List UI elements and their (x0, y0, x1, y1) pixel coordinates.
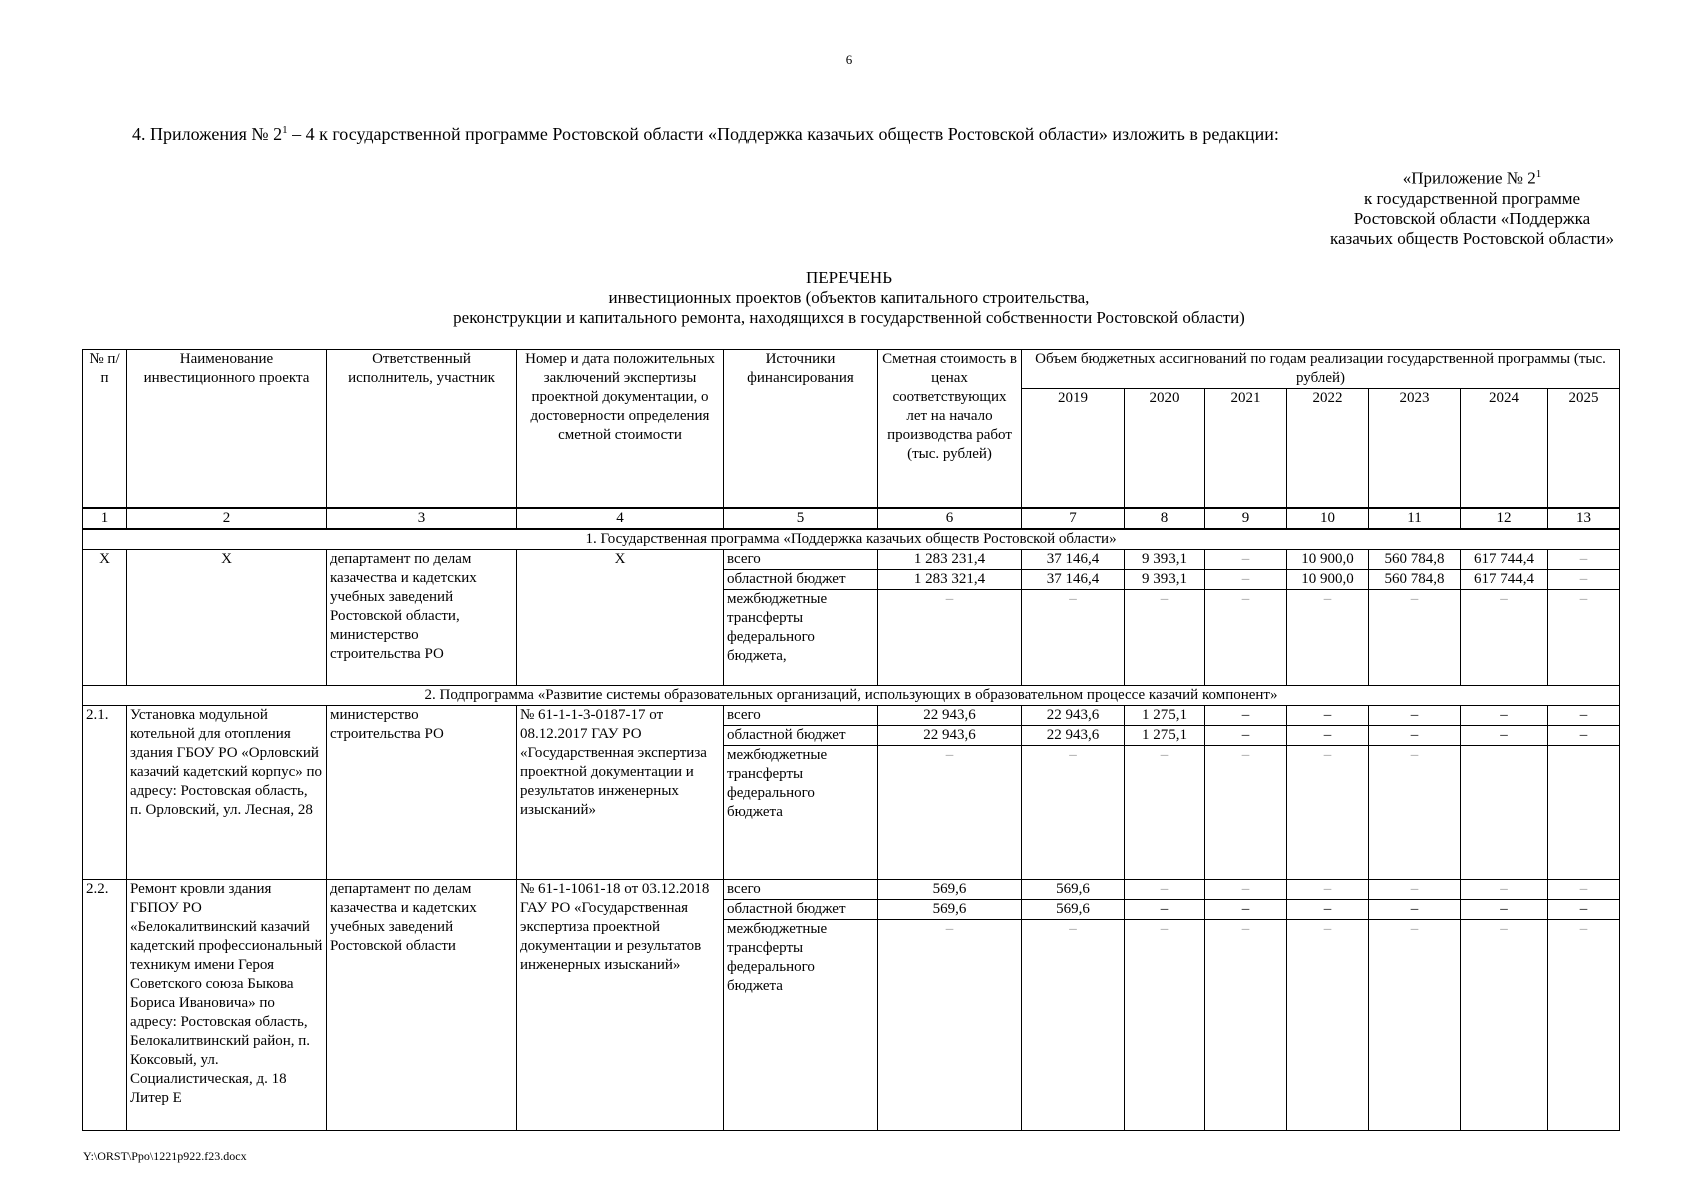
column-number: 9 (1205, 508, 1287, 529)
value-cell: – (1287, 726, 1369, 746)
source-federal: межбюджетные трансферты федерального бюджета, (724, 590, 878, 686)
value-cell (1461, 746, 1548, 880)
intro-text-rest: – 4 к государственной программе Ростовской области «Поддержка казачьих обществ Ростовской области» изложить в редакции: (287, 124, 1279, 144)
executor: департамент по делам казачества и кадетских учебных заведений Ростовской области, министерство строительства РО (327, 550, 517, 686)
value-cell: – (1548, 726, 1620, 746)
value-cell: 569,6 (878, 900, 1022, 920)
column-number: 4 (517, 508, 724, 529)
appendix-line-1: «Приложение № 2 (1402, 168, 1536, 188)
value-cell: – (1548, 590, 1620, 686)
source-regional: областной бюджет (724, 570, 878, 590)
source-regional: областной бюджет (724, 900, 878, 920)
appendix-line-2: к государственной программе (1363, 188, 1581, 208)
value-cell: – (878, 746, 1022, 880)
column-number: 12 (1461, 508, 1548, 529)
column-number: 11 (1369, 508, 1461, 529)
header-num: № п/п (83, 350, 127, 509)
project-name: Х (127, 550, 327, 686)
value-cell: 617 744,4 (1461, 570, 1548, 590)
value-cell: – (1205, 920, 1287, 1131)
file-path-footer: Y:\ORST\Ppo\1221p922.f23.docx (83, 1149, 247, 1163)
value-cell: 10 900,0 (1287, 570, 1369, 590)
title-line-3: реконструкции и капитального ремонта, находящихся в государственной собственности Ростовской области) (453, 308, 1245, 327)
column-number: 3 (327, 508, 517, 529)
table-row (83, 706, 1620, 726)
value-cell: – (1369, 706, 1461, 726)
header-year: 2020 (1125, 389, 1205, 509)
table-row (83, 880, 1620, 900)
header-year: 2024 (1461, 389, 1548, 509)
value-cell: 9 393,1 (1125, 570, 1205, 590)
expertise: № 61-1-1061-18 от 03.12.2018 ГАУ РО «Государственная экспертиза проектной документации и результатов инженерных изысканий» (517, 880, 724, 1131)
intro-text: 4. Приложения № 2 (132, 124, 283, 144)
value-cell: – (1461, 880, 1548, 900)
column-number: 6 (878, 508, 1022, 529)
value-cell: – (1548, 900, 1620, 920)
title-line-2: инвестиционных проектов (объектов капитального строительства, (608, 288, 1090, 307)
page-number: 6 (845, 52, 853, 67)
row-num: Х (83, 550, 127, 686)
source-federal: межбюджетные трансферты федерального бюджета (724, 746, 878, 880)
column-number: 13 (1548, 508, 1620, 529)
intro-sup: 1 (282, 124, 288, 136)
value-cell: 37 146,4 (1022, 550, 1125, 570)
appendix-sup: 1 (1535, 168, 1542, 180)
executor: министерство строительства РО (327, 706, 517, 880)
value-cell: – (1287, 706, 1369, 726)
value-cell: 560 784,8 (1369, 550, 1461, 570)
source-total: всего (724, 706, 878, 726)
value-cell: 10 900,0 (1287, 550, 1369, 570)
document-title (0, 268, 1698, 328)
column-number: 5 (724, 508, 878, 529)
executor: департамент по делам казачества и кадетских учебных заведений Ростовской области (327, 880, 517, 1131)
project-name: Ремонт кровли здания ГБПОУ РО «Белокалитвинский казачий кадетский профессиональный техникум имени Героя Советского союза Быкова Бориса Ивановича» по адресу: Ростовская область, Белокалитвинский район, п. Коксовый, ул. Социалистическая, д. 18 Литер Е (127, 880, 327, 1131)
value-cell: – (1287, 920, 1369, 1131)
value-cell: – (1461, 920, 1548, 1131)
header-executor: Ответственный исполнитель, участник (327, 350, 517, 509)
section-title: 2. Подпрограмма «Развитие системы образовательных организаций, использующих в образовательном процессе казачий компонент» (83, 686, 1620, 706)
value-cell: – (1369, 920, 1461, 1131)
section-row (83, 686, 1620, 706)
value-cell: 1 275,1 (1125, 706, 1205, 726)
value-cell: – (1369, 900, 1461, 920)
value-cell: – (1548, 920, 1620, 1131)
column-number: 10 (1287, 508, 1369, 529)
value-cell: 22 943,6 (1022, 706, 1125, 726)
column-number: 2 (127, 508, 327, 529)
value-cell: 569,6 (878, 880, 1022, 900)
value-cell: – (1125, 590, 1205, 686)
value-cell: – (1369, 880, 1461, 900)
value-cell: – (1205, 900, 1287, 920)
value-cell: – (1287, 746, 1369, 880)
value-cell: – (1205, 590, 1287, 686)
value-cell: – (1205, 746, 1287, 880)
value-cell: – (1461, 590, 1548, 686)
value-cell: – (1125, 746, 1205, 880)
section-row (83, 529, 1620, 550)
investment-projects-table (82, 349, 1620, 1131)
value-cell: – (1369, 746, 1461, 880)
header-sources: Источники финансирования (724, 350, 878, 509)
value-cell: – (1461, 900, 1548, 920)
value-cell: – (1205, 570, 1287, 590)
header-cost: Сметная стоимость в ценах соответствующих лет на начало производства работ (тыс. рублей) (878, 350, 1022, 509)
value-cell: 569,6 (1022, 880, 1125, 900)
value-cell: 617 744,4 (1461, 550, 1548, 570)
header-name: Наименование инвестиционного проекта (127, 350, 327, 509)
row-num: 2.2. (83, 880, 127, 1131)
value-cell: 560 784,8 (1369, 570, 1461, 590)
value-cell: – (878, 590, 1022, 686)
appendix-line-3: Ростовской области «Поддержка (1353, 208, 1591, 228)
value-cell: 22 943,6 (878, 706, 1022, 726)
intro-paragraph (132, 124, 1279, 145)
value-cell: – (1022, 590, 1125, 686)
value-cell: – (1205, 880, 1287, 900)
value-cell: – (1287, 880, 1369, 900)
row-num: 2.1. (83, 706, 127, 880)
section-title: 1. Государственная программа «Поддержка казачьих обществ Ростовской области» (83, 529, 1620, 550)
value-cell: – (1287, 590, 1369, 686)
expertise: Х (517, 550, 724, 686)
value-cell: – (1022, 920, 1125, 1131)
value-cell: 1 283 321,4 (878, 570, 1022, 590)
value-cell: – (1205, 726, 1287, 746)
value-cell: – (1548, 550, 1620, 570)
source-total: всего (724, 880, 878, 900)
value-cell: – (1548, 570, 1620, 590)
column-number: 8 (1125, 508, 1205, 529)
header-expertise: Номер и дата положительных заключений экспертизы проектной документации, о достоверности определения сметной стоимости (517, 350, 724, 509)
column-number: 7 (1022, 508, 1125, 529)
source-total: всего (724, 550, 878, 570)
value-cell: – (878, 920, 1022, 1131)
header-volume: Объем бюджетных ассигнований по годам реализации государственной программы (тыс. рублей) (1022, 350, 1620, 389)
value-cell: 9 393,1 (1125, 550, 1205, 570)
appendix-line-4: казачьих обществ Ростовской области» (1330, 228, 1614, 248)
value-cell: – (1548, 880, 1620, 900)
value-cell: 22 943,6 (878, 726, 1022, 746)
column-numbers-row (83, 508, 1620, 529)
appendix-heading (1330, 164, 1614, 249)
header-year: 2022 (1287, 389, 1369, 509)
value-cell: 22 943,6 (1022, 726, 1125, 746)
value-cell: – (1205, 706, 1287, 726)
value-cell: – (1287, 900, 1369, 920)
value-cell: – (1125, 880, 1205, 900)
value-cell: – (1125, 900, 1205, 920)
value-cell: – (1548, 706, 1620, 726)
header-year: 2025 (1548, 389, 1620, 509)
project-name: Установка модульной котельной для отопления здания ГБОУ РО «Орловский казачий кадетский корпус» по адресу: Ростовская область, п. Орловский, ул. Лесная, 28 (127, 706, 327, 880)
value-cell: 1 275,1 (1125, 726, 1205, 746)
value-cell: – (1369, 590, 1461, 686)
value-cell: 1 283 231,4 (878, 550, 1022, 570)
source-regional: областной бюджет (724, 726, 878, 746)
value-cell: – (1205, 550, 1287, 570)
table-row (83, 550, 1620, 570)
header-year: 2021 (1205, 389, 1287, 509)
header-year: 2019 (1022, 389, 1125, 509)
value-cell: 569,6 (1022, 900, 1125, 920)
value-cell: – (1461, 726, 1548, 746)
value-cell: – (1125, 920, 1205, 1131)
value-cell: – (1369, 726, 1461, 746)
value-cell: – (1022, 746, 1125, 880)
expertise: № 61-1-1-3-0187-17 от 08.12.2017 ГАУ РО «Государственная экспертиза проектной документации и результатов инженерных изысканий» (517, 706, 724, 880)
value-cell (1548, 746, 1620, 880)
column-number: 1 (83, 508, 127, 529)
source-federal: межбюджетные трансферты федерального бюджета (724, 920, 878, 1131)
value-cell: – (1461, 706, 1548, 726)
value-cell: 37 146,4 (1022, 570, 1125, 590)
header-row-1 (83, 350, 1620, 389)
header-year: 2023 (1369, 389, 1461, 509)
title-line-1: ПЕРЕЧЕНЬ (806, 268, 892, 287)
